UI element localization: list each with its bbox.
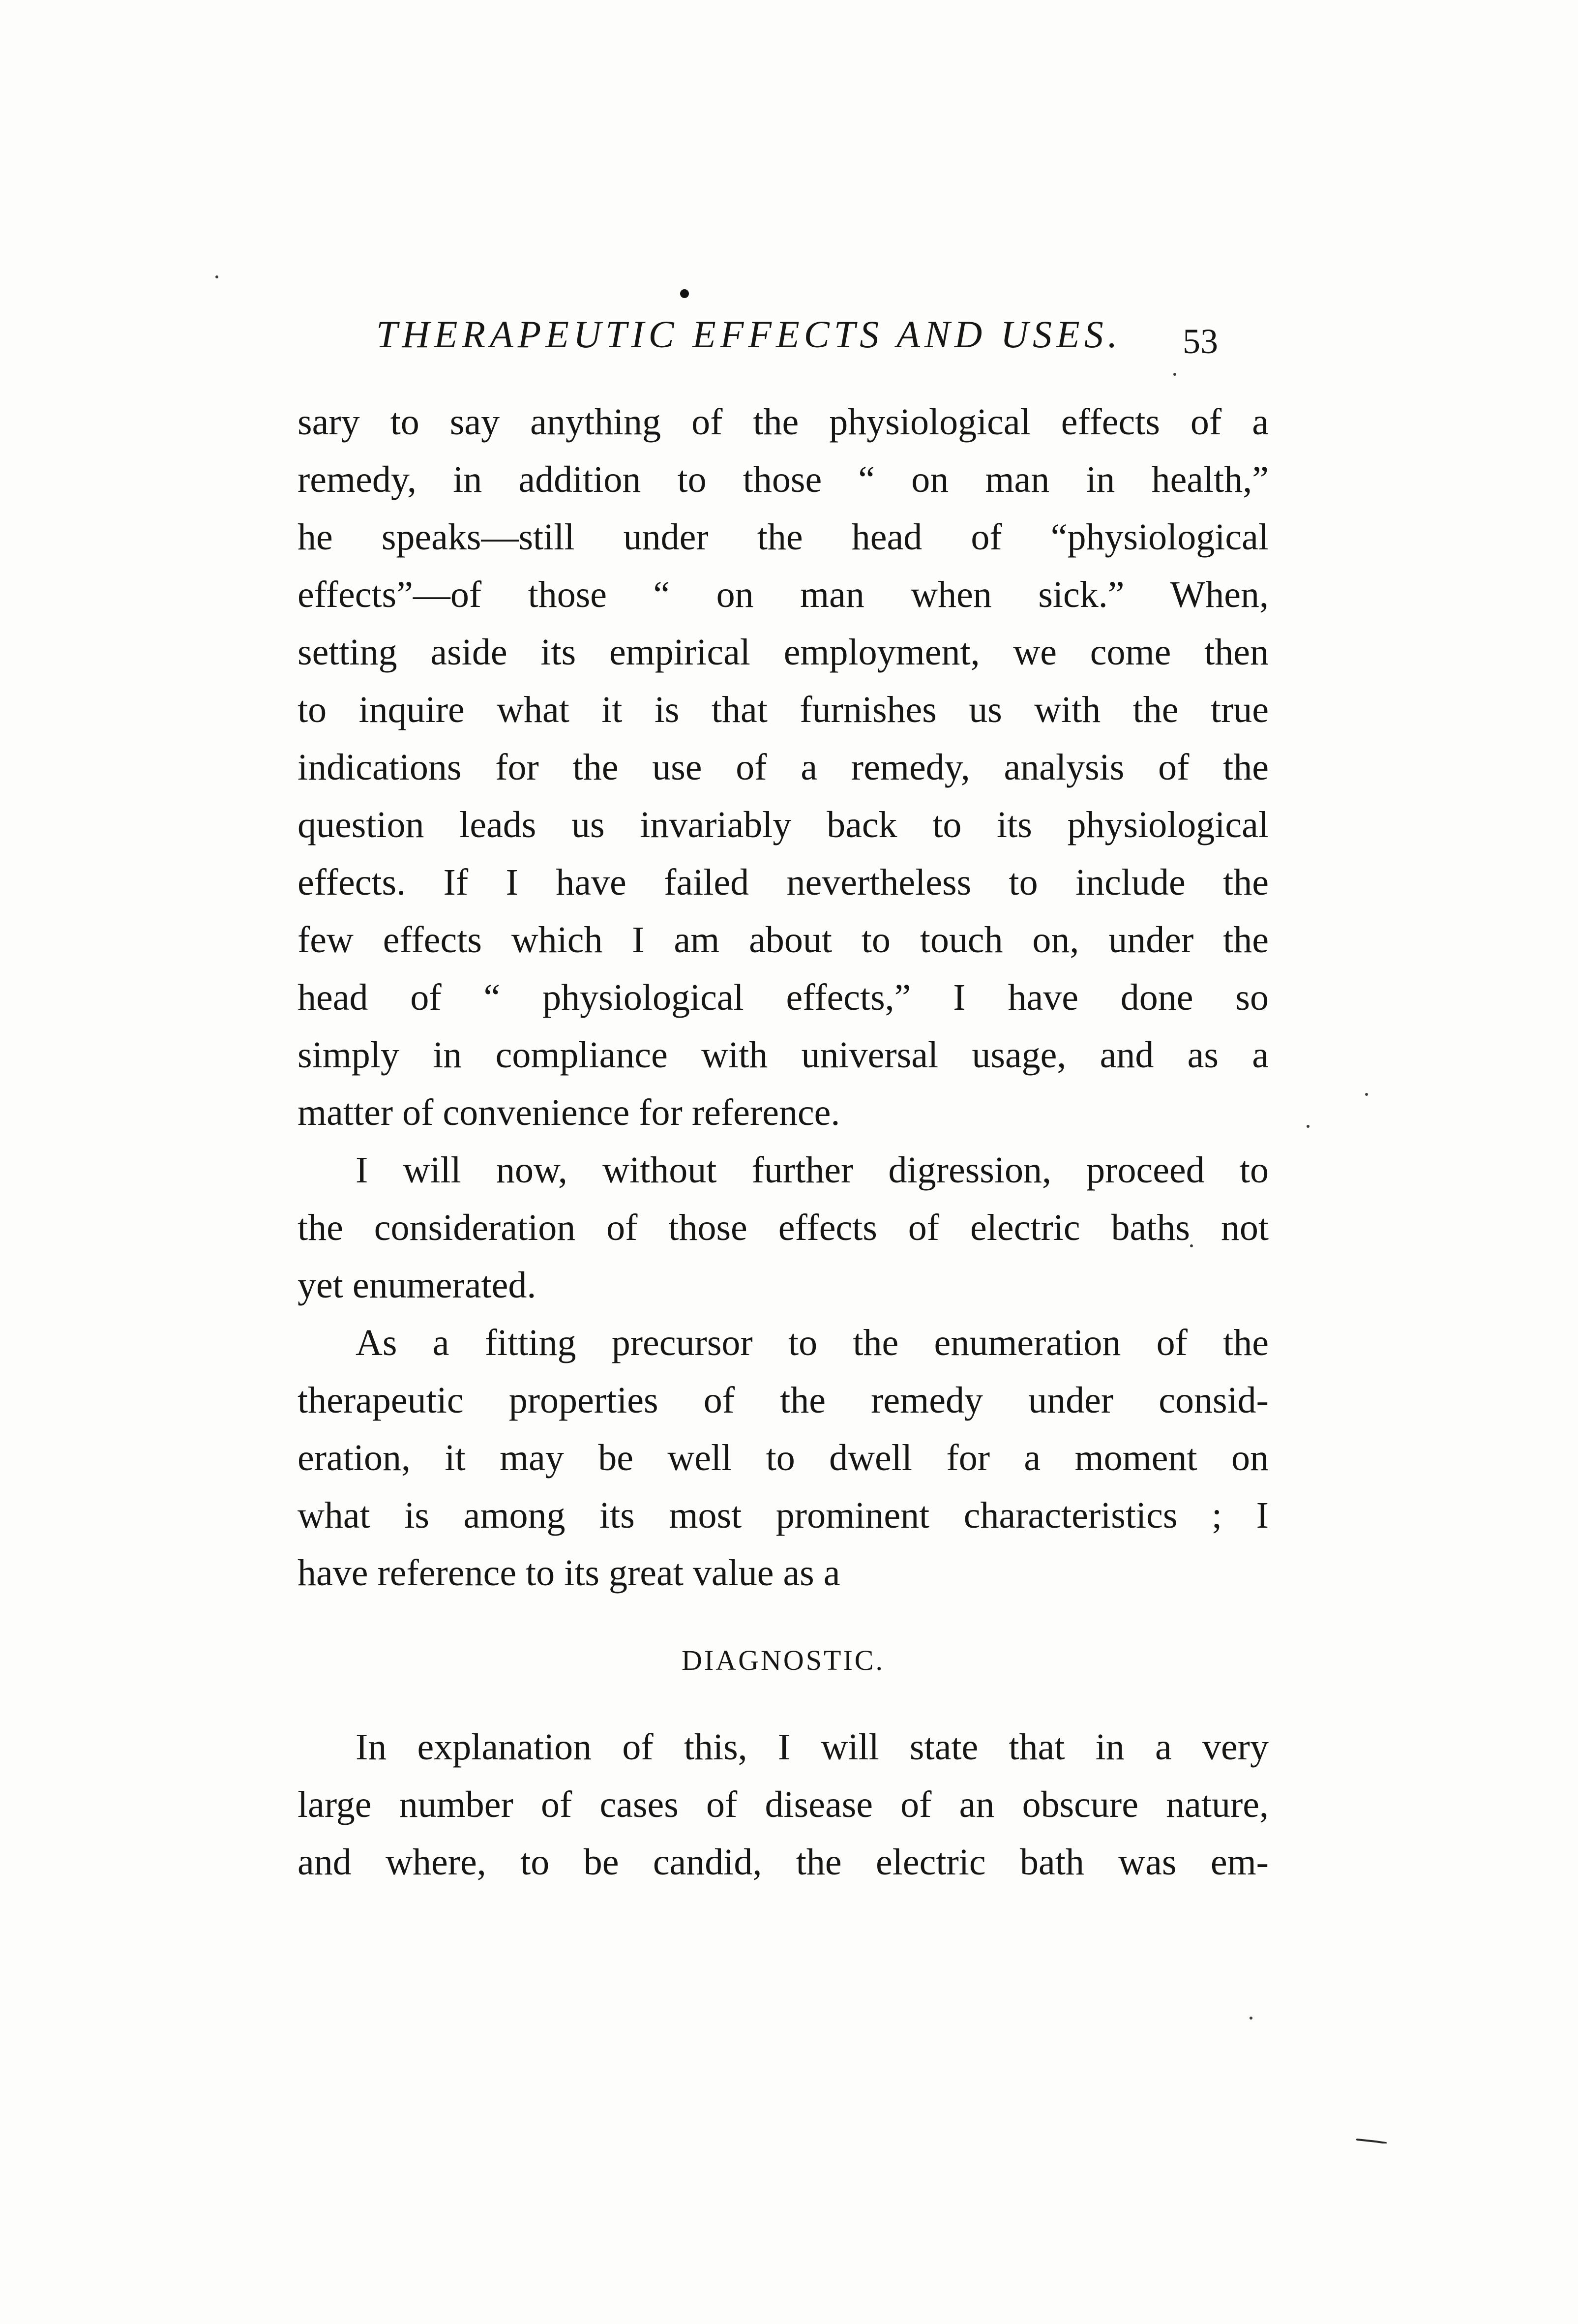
text-line: yet enumerated. bbox=[298, 1265, 536, 1306]
text-line: setting aside its empirical employment, we come then bbox=[298, 632, 1269, 673]
text-line: matter of convenience for reference. bbox=[298, 1092, 840, 1133]
ink-speck bbox=[1365, 1093, 1368, 1096]
text-line: few effects which I am about to touch on, under the bbox=[298, 919, 1269, 961]
ink-speck bbox=[1250, 2017, 1252, 2020]
running-header bbox=[295, 310, 1279, 364]
text-line: sary to say anything of the physiological effects of a bbox=[298, 401, 1269, 443]
text-line: what is among its most prominent characteristics ; I bbox=[298, 1495, 1269, 1536]
body-text bbox=[298, 393, 1269, 1891]
text-line: simply in compliance with universal usage, and as a bbox=[298, 1034, 1269, 1076]
text-line: As a fitting precursor to the enumeration of the bbox=[356, 1322, 1269, 1363]
text-line: have reference to its great value as a bbox=[298, 1552, 840, 1594]
section-heading: DIAGNOSTIC. bbox=[682, 1644, 885, 1676]
text-line: large number of cases of disease of an obscure nature, bbox=[298, 1784, 1269, 1825]
paragraph-4 bbox=[298, 1719, 1269, 1891]
text-line: to inquire what it is that furnishes us with the true bbox=[298, 689, 1269, 730]
text-line: remedy, in addition to those “ on man in health,” bbox=[298, 459, 1269, 500]
running-title: THERAPEUTIC EFFECTS AND USES. bbox=[376, 313, 1122, 356]
text-line: therapeutic properties of the remedy under consid- bbox=[298, 1380, 1269, 1421]
text-line: he speaks—still under the head of “physiological bbox=[298, 516, 1269, 558]
text-line: effects. If I have failed nevertheless to include the bbox=[298, 862, 1269, 903]
ink-speck bbox=[680, 289, 689, 298]
ink-speck bbox=[1173, 373, 1176, 376]
page-number: 53 bbox=[1183, 322, 1218, 361]
ink-speck bbox=[215, 275, 218, 278]
text-line: I will now, without further digression, proceed to bbox=[356, 1149, 1269, 1191]
text-line: and where, to be candid, the electric bath was em- bbox=[298, 1841, 1269, 1883]
text-line: question leads us invariably back to its physiological bbox=[298, 804, 1269, 845]
text-line: In explanation of this, I will state that in a very bbox=[356, 1726, 1269, 1768]
text-line: eration, it may be well to dwell for a moment on bbox=[298, 1437, 1269, 1479]
paragraph-1 bbox=[298, 393, 1269, 1142]
text-line: head of “ physiological effects,” I have done so bbox=[298, 977, 1269, 1018]
text-line: effects”—of those “ on man when sick.” When, bbox=[298, 574, 1269, 615]
paragraph-3 bbox=[298, 1314, 1269, 1602]
ink-speck bbox=[1307, 1125, 1310, 1128]
text-line: the consideration of those effects of electric baths not bbox=[298, 1207, 1269, 1248]
text-line: indications for the use of a remedy, analysis of the bbox=[298, 747, 1269, 788]
ink-stroke-mark bbox=[1356, 2139, 1387, 2143]
paragraph-2 bbox=[298, 1142, 1269, 1314]
